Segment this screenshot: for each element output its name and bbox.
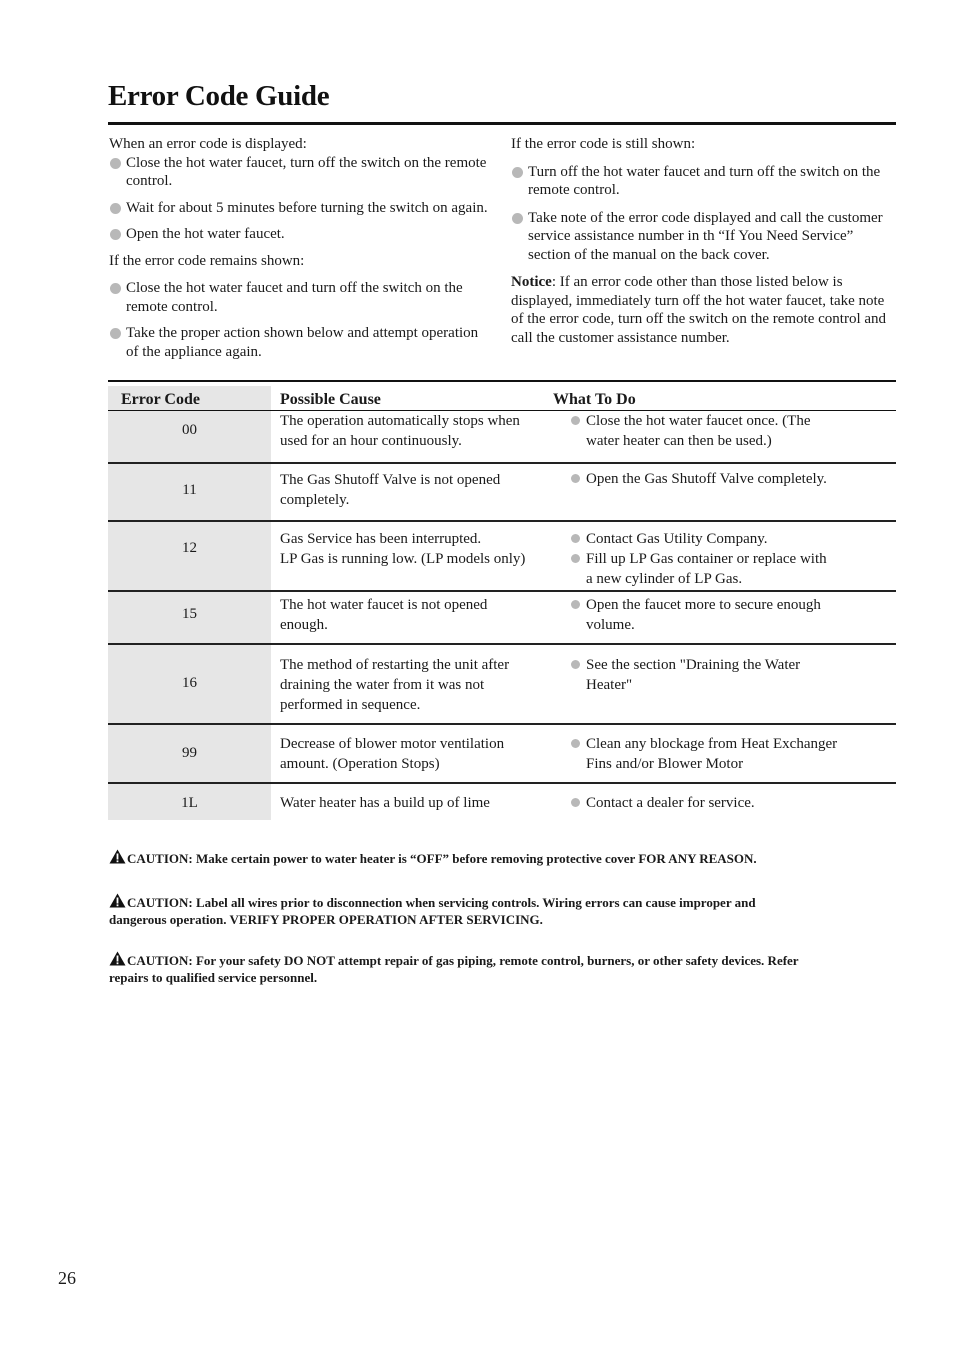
action-line: Fins and/or Blower Motor [586,756,744,772]
cause-line: The method of restarting the unit after [280,657,510,673]
intro-left-column [109,135,494,361]
caution-line [109,951,899,969]
intro-bullet-text: Turn off the hot water faucet and turn off the switch on the remote control. [528,163,881,198]
header-what-to-do: What To Do [553,391,636,408]
caution-line [109,893,899,911]
bullet-dot-icon [571,474,580,483]
intro-heading: When an error code is displayed: [109,136,307,152]
error-code-cell: 1L [181,795,198,811]
possible-cause-cell [280,411,560,451]
error-code-cell: 00 [182,422,197,438]
cause-line: LP Gas is running low. (LP models only) [280,551,526,567]
action-item [569,734,869,774]
intro-bullet-text: Take the proper action shown below and attempt operation of the appliance again. [126,325,479,360]
action-line: volume. [586,617,635,633]
table-row [108,724,896,782]
bullet-dot-icon [571,416,580,425]
action-line: See the section "Draining the Water [586,657,801,673]
table-top-rule [108,380,896,382]
cause-line: Water heater has a build up of lime [280,795,490,811]
cause-line: Gas Service has been interrupted. [280,531,482,547]
action-line: Open the Gas Shutoff Valve completely. [586,471,827,487]
bullet-dot-icon [512,167,523,178]
bullet-dot-icon [110,283,121,294]
page-title: Error Code Guide [108,80,330,112]
intro-heading-2: If the error code remains shown: [109,252,305,269]
intro-bullet-text: Take note of the error code displayed and call the customer service assistance number in th “If You Need Service” section of the manual on the back cover. [528,209,883,263]
header-possible-cause: Possible Cause [280,391,381,408]
error-code-cell: 11 [182,482,197,498]
intro-right-heading: If the error code is still shown: [511,136,696,152]
error-code-cell: 15 [182,606,197,622]
table-row [108,463,896,520]
error-code-cell: 12 [182,540,197,556]
intro-bullet [511,209,891,265]
error-code-cell: 99 [182,745,197,761]
notice-text: : If an error code other than those listed below is displayed, immediately turn off the hot water faucet, take note of the error code, turn off the switch on the remote control and call the customer assistance number. [511,274,887,346]
table-header-row [108,386,896,412]
caution-note [109,951,899,986]
notice-label: Notice [511,274,552,290]
bullet-dot-icon [110,203,121,214]
what-to-do-cell [569,469,869,489]
what-to-do-cell [569,595,869,635]
caution-line [109,911,899,928]
what-to-do-cell [569,655,869,695]
what-to-do-cell [569,793,869,813]
possible-cause-cell [280,734,560,774]
possible-cause-cell [280,529,560,569]
action-item [569,549,869,589]
bullet-dot-icon [571,660,580,669]
possible-cause-cell [280,793,560,813]
caution-note [109,893,899,928]
cause-line: The Gas Shutoff Valve is not opened [280,472,501,488]
cause-line: amount. (Operation Stops) [280,756,440,772]
bullet-dot-icon [512,213,523,224]
table-row [108,411,896,462]
cause-line: draining the water from it was not [280,677,485,693]
possible-cause-cell [280,470,560,510]
warning-triangle-icon [109,893,126,908]
intro-bullet [511,163,891,200]
header-error-code: Error Code [121,391,200,408]
intro-bullet [109,225,494,244]
intro-bullet-text: Open the hot water faucet. [126,226,285,242]
bullet-dot-icon [571,798,580,807]
action-line: Heater" [586,677,633,693]
possible-cause-cell [280,655,560,715]
action-line: Contact a dealer for service. [586,795,755,811]
possible-cause-cell [280,595,560,635]
caution-line [109,969,899,986]
bullet-dot-icon [571,739,580,748]
bullet-dot-icon [110,328,121,339]
action-line: a new cylinder of LP Gas. [586,571,743,587]
notice-paragraph [511,273,891,347]
cause-line: performed in sequence. [280,697,421,713]
cause-line: Decrease of blower motor ventilation [280,736,505,752]
table-row [108,591,896,643]
intro-bullet [109,279,494,316]
caution-text: CAUTION: Label all wires prior to disconnection when servicing controls. Wiring errors can cause improper and [127,895,756,910]
table-row [108,521,896,590]
intro-bullet [109,324,494,361]
caution-text: repairs to qualified service personnel. [109,970,318,985]
caution-text: CAUTION: Make certain power to water heater is “OFF” before removing protective cover FOR ANY REASON. [127,851,757,866]
bullet-dot-icon [110,158,121,169]
bullet-dot-icon [571,600,580,609]
bullet-dot-icon [110,229,121,240]
action-item [569,411,869,451]
error-code-cell: 16 [182,675,197,691]
action-item [569,529,869,549]
caution-text: CAUTION: For your safety DO NOT attempt repair of gas piping, remote control, burners, or other safety devices. Refer [127,953,799,968]
action-line: Open the faucet more to secure enough [586,597,821,613]
bullet-dot-icon [571,554,580,563]
action-item [569,793,869,813]
cause-line: The hot water faucet is not opened [280,597,488,613]
what-to-do-cell [569,734,869,774]
caution-text: dangerous operation. VERIFY PROPER OPERATION AFTER SERVICING. [109,912,543,927]
action-item [569,469,869,489]
caution-note [109,849,899,867]
what-to-do-cell [569,411,869,451]
action-line: water heater can then be used.) [586,433,772,449]
page-number: 26 [58,1268,76,1288]
title-rule [108,122,896,125]
table-row [108,783,896,820]
cause-line: completely. [280,492,350,508]
bullet-dot-icon [571,534,580,543]
action-item [569,655,869,695]
action-item [569,595,869,635]
intro-bullet-text: Close the hot water faucet and turn off the switch on the remote control. [126,280,463,315]
warning-triangle-icon [109,849,126,864]
intro-right-column [511,135,891,347]
action-line: Fill up LP Gas container or replace with [586,551,827,567]
what-to-do-cell [569,529,869,589]
cause-line: enough. [280,617,328,633]
intro-bullet [109,154,494,191]
action-line: Close the hot water faucet once. (The [586,413,811,429]
action-line: Contact Gas Utility Company. [586,531,768,547]
action-line: Clean any blockage from Heat Exchanger [586,736,838,752]
intro-bullet-text: Close the hot water faucet, turn off the switch on the remote control. [126,154,487,189]
intro-bullet [109,199,494,218]
cause-line: The operation automatically stops when [280,413,520,429]
table-row [108,644,896,723]
cause-line: used for an hour continuously. [280,433,462,449]
caution-line [109,849,899,867]
intro-bullet-text: Wait for about 5 minutes before turning the switch on again. [126,199,488,216]
warning-triangle-icon [109,951,126,966]
